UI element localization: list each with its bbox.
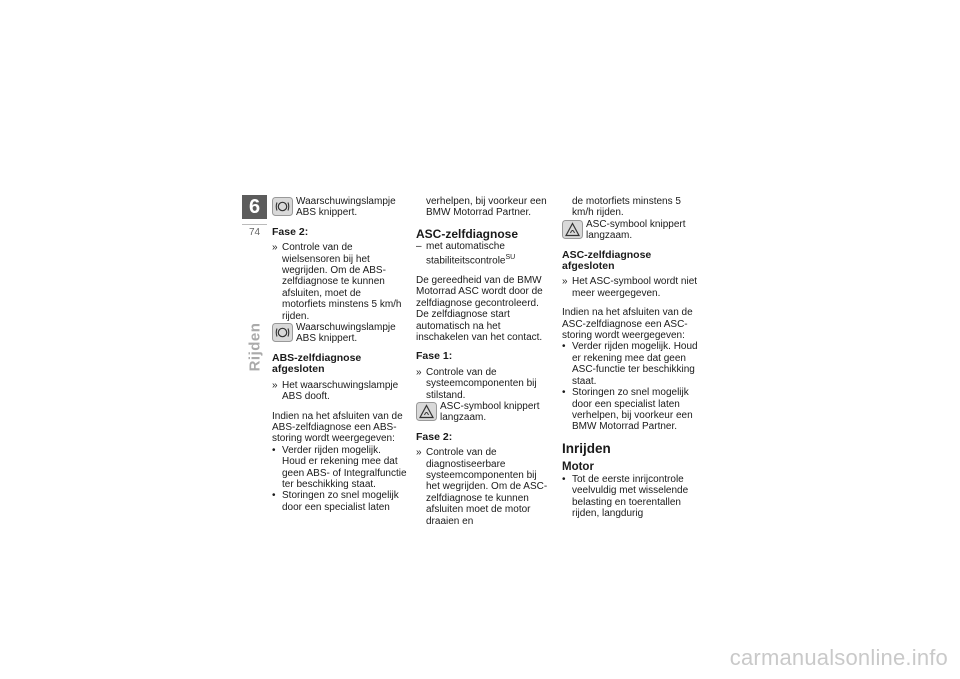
equipment-code: SU — [505, 254, 516, 262]
bullet-text: Tot de eerste inrijcontrole veelvuldig met wisselende belasting en toerentallen rijden, langdurig — [572, 473, 689, 519]
column-1 — [272, 196, 407, 513]
bullet-text: Storingen zo snel mogelijk door een specialist laten — [282, 490, 399, 513]
watermark: carmanualsonline.info — [729, 645, 948, 670]
bullet-marker: • — [272, 490, 276, 502]
abs-notice-2-text: Waarschuwingslampje ABS knippert. — [296, 322, 396, 345]
inrijden-heading: Inrijden — [562, 440, 611, 456]
dash-item — [416, 241, 551, 267]
step-item — [562, 276, 699, 299]
abs-notice-2 — [272, 322, 407, 345]
dash-marker: – — [416, 240, 422, 252]
bullet-marker: • — [272, 444, 276, 456]
step-item — [416, 447, 551, 527]
step-text: Controle van de systeemcomponenten bij stilstand. — [426, 366, 537, 401]
step-marker: » — [272, 242, 278, 254]
bullet-text: verhelpen, bij voorkeur een BMW Motorrad Partner. — [426, 196, 547, 219]
bullet-marker: • — [562, 341, 566, 353]
bullet-marker: • — [562, 473, 566, 485]
column-3 — [562, 196, 699, 519]
step-text: Het ASC-symbool wordt niet meer weergegeven. — [572, 276, 698, 299]
column-2 — [416, 196, 551, 527]
motor-heading: Motor — [562, 460, 594, 473]
chapter-number: 6 — [248, 196, 261, 218]
bullet-item — [272, 445, 407, 491]
page-number: 74 — [242, 224, 267, 238]
step-marker: » — [562, 276, 568, 288]
abs-warning-lamp-icon — [272, 197, 293, 216]
step-text: Controle van de diagnostiseerbare systeemcomponenten bij het wegrijden. Om de ASC-zelfdiagnose te kunnen afsluiten moet de motor draaien en — [426, 447, 548, 527]
bullet-text: Verder rijden mogelijk. Houd er rekening mee dat geen ASC-functie ter beschikking staat. — [572, 341, 698, 387]
bullet-item — [562, 341, 699, 387]
asc-triangle-icon — [562, 220, 583, 239]
asc-heading: ASC-zelfdiagnose — [416, 226, 519, 241]
paragraph: Indien na het afsluiten van de ASC-zelfdiagnose een ASC-storing wordt weergegeven: — [562, 307, 693, 342]
fase-2-heading: Fase 2: — [272, 225, 309, 238]
bullet-continuation — [416, 196, 551, 219]
step-text: Controle van de wielsensoren bij het wegrijden. Om de ABS-zelfdiagnose te kunnen afsluiten, moet de motorfiets minstens 5 km/h rijden. — [282, 242, 402, 322]
section-title-text: Rijden — [246, 322, 264, 372]
asc-notice-2-text: ASC-symbool knippert langzaam. — [586, 218, 686, 242]
asc-notice-2 — [562, 219, 699, 242]
abs-warning-lamp-icon — [272, 323, 293, 342]
abs-notice-1 — [272, 196, 407, 219]
step-text: de motorfiets minstens 5 km/h rijden. — [572, 196, 681, 219]
step-item — [272, 380, 407, 403]
dash-text: met automatische stabiliteitscontrole — [426, 240, 506, 267]
abs-closed-heading: ABS-zelfdiagnose afgesloten — [272, 351, 362, 376]
section-title-vertical — [237, 317, 273, 377]
fase-1-heading: Fase 1: — [416, 350, 453, 363]
bullet-item — [562, 474, 699, 520]
asc-notice-1-text: ASC-symbool knippert langzaam. — [440, 401, 540, 424]
bullet-item — [272, 490, 407, 513]
asc-closed-heading: ASC-zelfdiagnose afgesloten — [562, 248, 652, 273]
paragraph: Indien na het afsluiten van de ABS-zelfdiagnose een ABS-storing wordt weergegeven: — [272, 410, 403, 445]
bullet-text: Storingen zo snel mogelijk door een specialist laten verhelpen, bij voorkeur een BMW Motorrad Partner. — [572, 387, 693, 433]
step-marker: » — [416, 447, 422, 459]
bullet-text: Verder rijden mogelijk. Houd er rekening mee dat geen ABS- of Integralfunctie ter beschikking staat. — [282, 444, 407, 490]
asc-notice-1 — [416, 401, 551, 424]
paragraph: De gereedheid van de BMW Motorrad ASC wordt door de zelfdiagnose gecontroleerd. De zelfdiagnose start automatisch na het inschakelen van het contact. — [416, 274, 543, 343]
step-item — [416, 367, 551, 401]
step-continuation — [562, 196, 699, 219]
fase-2-heading: Fase 2: — [416, 430, 453, 443]
asc-triangle-icon — [416, 402, 437, 421]
step-item — [272, 242, 407, 322]
bullet-marker: • — [562, 387, 566, 399]
bullet-item — [562, 387, 699, 433]
abs-notice-1-text: Waarschuwingslampje ABS knippert. — [296, 196, 396, 219]
step-marker: » — [272, 379, 278, 391]
step-marker: » — [416, 366, 422, 378]
step-text: Het waarschuwingslampje ABS dooft. — [282, 379, 399, 403]
